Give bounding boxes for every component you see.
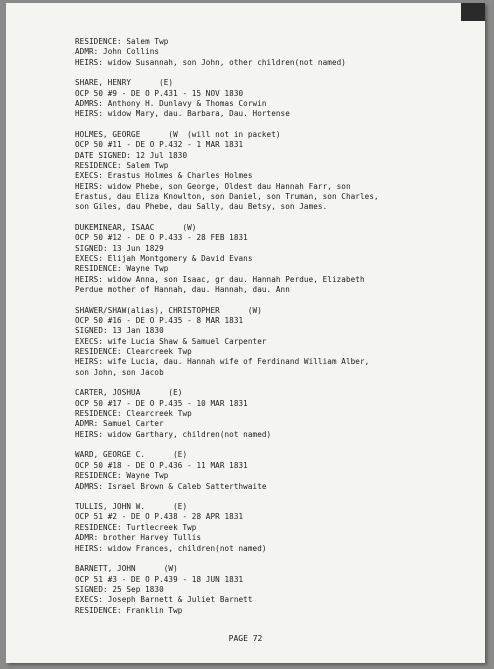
record-entry bbox=[75, 306, 475, 378]
record-entry bbox=[75, 223, 475, 295]
record-list bbox=[75, 37, 475, 616]
record-entry bbox=[75, 130, 475, 213]
record-line: HEIRS: widow Anna, son Isaac, gr dau. Hannah Perdue, Elizabeth bbox=[75, 274, 365, 284]
record-line: RESIDENCE: Salem Twp bbox=[75, 37, 169, 46]
record-line: OCP 50 #9 - DE O P.431 - 15 NOV 1830 bbox=[75, 88, 244, 98]
record-line: EXECS: Erastus Holmes & Charles Holmes bbox=[75, 171, 253, 181]
record-entry bbox=[75, 450, 475, 491]
record-line: HEIRS: widow Frances, children(not named) bbox=[75, 543, 267, 553]
record-line: Perdue mother of Hannah, dau. Hannah, dau. Ann bbox=[75, 285, 290, 295]
record-heading: SHAWER/SHAW(alias), CHRISTOPHER (W) bbox=[75, 305, 262, 315]
record-heading: WARD, GEORGE C. (E) bbox=[75, 450, 188, 460]
record-line: RESIDENCE: Franklin Twp bbox=[75, 605, 183, 615]
record-line: EXECS: Elijah Montgomery & David Evans bbox=[75, 254, 253, 264]
record-line: ADMR: Samuel Carter bbox=[75, 419, 164, 429]
record-line: son Giles, dau Phebe, dau Sally, dau Betsy, son James. bbox=[75, 202, 328, 212]
record-line: HEIRS: widow Phebe, son George, Oldest dau Hannah Farr, son bbox=[75, 181, 351, 191]
record-heading: HOLMES, GEORGE (W (will not in packet) bbox=[75, 130, 281, 139]
record-line: HEIRS: widow Susannah, son John, other children(not named) bbox=[75, 57, 346, 67]
record-line: ADMRS: Israel Brown & Caleb Satterthwaite bbox=[75, 481, 267, 491]
record-heading: BARNETT, JOHN (W) bbox=[75, 564, 178, 574]
record-heading: SHARE, HENRY (E) bbox=[75, 78, 174, 88]
record-line: EXECS: Joseph Barnett & Juliet Barnett bbox=[75, 595, 253, 605]
record-heading: DUKEMINEAR, ISAAC (W) bbox=[75, 223, 197, 233]
record-entry bbox=[75, 78, 475, 119]
record-entry bbox=[75, 502, 475, 554]
page-number: PAGE 72 bbox=[228, 634, 263, 643]
record-line: HEIRS: widow Garthary, children(not named) bbox=[75, 429, 272, 439]
record-line: OCP 50 #12 - DE O P.433 - 28 FEB 1831 bbox=[75, 233, 248, 243]
record-heading: TULLIS, JOHN W. (E) bbox=[75, 502, 188, 512]
record-line: ADMRS: Anthony H. Dunlavy & Thomas Corwin bbox=[75, 99, 267, 109]
record-line: DATE SIGNED: 12 Jul 1830 bbox=[75, 150, 188, 160]
record-line: OCP 50 #18 - DE O P.436 - 11 MAR 1831 bbox=[75, 460, 248, 470]
record-line: SIGNED: 13 Jun 1829 bbox=[75, 243, 164, 253]
record-line: RESIDENCE: Turtlecreek Twp bbox=[75, 522, 197, 532]
record-line: RESIDENCE: Clearcreek Twp bbox=[75, 409, 192, 419]
record-line: HEIRS: widow Mary, dau. Barbara, Dau. Hortense bbox=[75, 109, 290, 119]
record-entry bbox=[75, 388, 475, 440]
record-line: SIGNED: 13 Jan 1830 bbox=[75, 326, 164, 336]
record-line: RESIDENCE: Clearcreek Twp bbox=[75, 347, 192, 357]
record-entry bbox=[75, 37, 475, 68]
record-line: ADMR: brother Harvey Tullis bbox=[75, 533, 202, 543]
record-heading: CARTER, JOSHUA (E) bbox=[75, 388, 183, 398]
record-line: OCP 51 #2 - DE O P.438 - 28 APR 1831 bbox=[75, 512, 244, 522]
document-page bbox=[6, 3, 485, 663]
record-entry bbox=[75, 564, 475, 616]
record-line: RESIDENCE: Salem Twp bbox=[75, 161, 169, 171]
record-line: EXECS: wife Lucia Shaw & Samuel Carpenter bbox=[75, 336, 267, 346]
record-line: Erastus, dau Eliza Knowlton, son Daniel, son Truman, son Charles, bbox=[75, 192, 379, 202]
record-line: OCP 50 #11 - DE O P.432 - 1 MAR 1831 bbox=[75, 140, 244, 150]
record-line: SIGNED: 25 Sep 1830 bbox=[75, 584, 164, 594]
record-line: son John, son Jacob bbox=[75, 367, 164, 377]
record-line: RESIDENCE: Wayne Twp bbox=[75, 471, 169, 481]
record-line: HEIRS: wife Lucia, dau. Hannah wife of Ferdinand William Alber, bbox=[75, 357, 370, 367]
record-line: OCP 50 #17 - DE O P.435 - 10 MAR 1831 bbox=[75, 398, 248, 408]
record-line: OCP 51 #3 - DE O P.439 - 18 JUN 1831 bbox=[75, 574, 244, 584]
record-line: ADMR: John Collins bbox=[75, 47, 160, 57]
record-line: OCP 50 #16 - DE O P.435 - 8 MAR 1831 bbox=[75, 316, 244, 326]
record-line: RESIDENCE: Wayne Twp bbox=[75, 264, 169, 274]
scan-corner-mark bbox=[461, 3, 485, 21]
